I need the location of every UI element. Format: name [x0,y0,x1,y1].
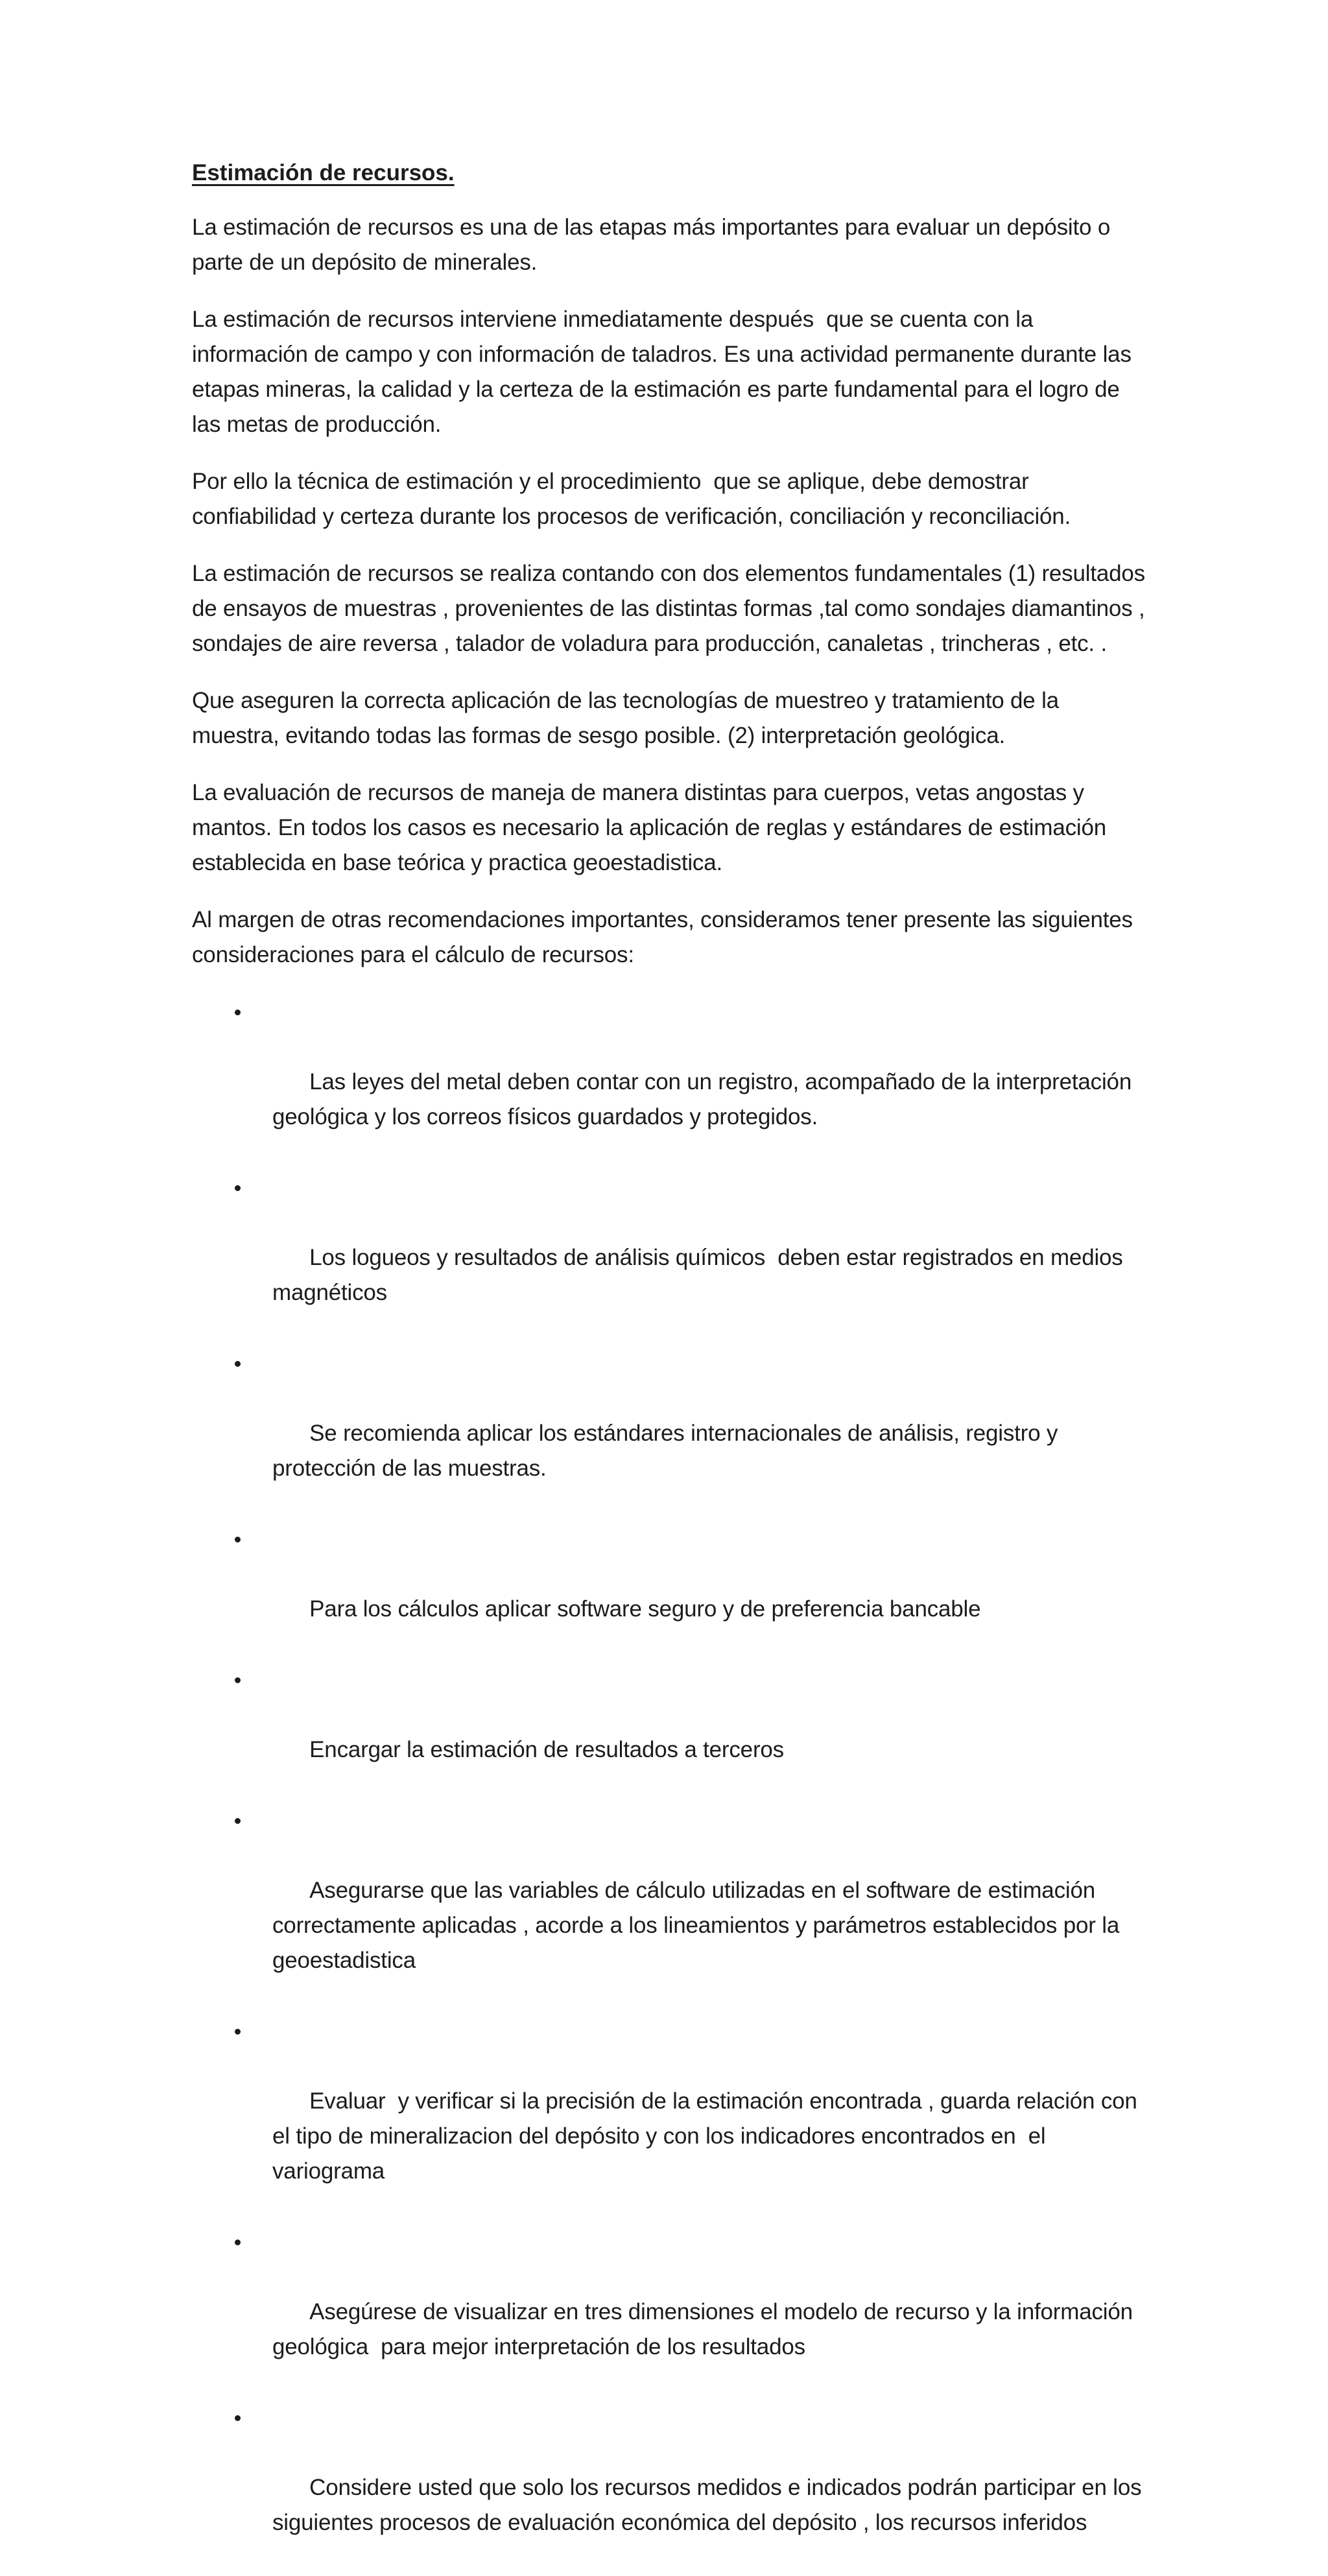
bullet-icon [235,2415,241,2421]
list-item-text: Asegurarse que las variables de cálculo utilizadas en el software de estimación correctamente aplicadas , acorde a los lineamientos y parámetros establecidos por la geoestadistica [272,1878,1126,1973]
list-item-text: Para los cálculos aplicar software seguro y de preferencia bancable [309,1596,981,1622]
document-page [192,156,1152,2576]
paragraph-1: La estimación de recursos es una de las etapas más importantes para evaluar un depósito o parte de un depósito de minerales. [192,215,1117,275]
list-item [192,1170,1152,1345]
bullet-icon [235,1185,241,1191]
list-item [192,1346,1152,1521]
list-item-text: Encargar la estimación de resultados a terceros [309,1737,784,1762]
bullet-icon [235,1818,241,1824]
document-title: Estimación de recursos. [192,160,455,185]
list-item-text: Asegúrese de visualizar en tres dimensiones el modelo de recurso y la información geológica para mejor interpretación de los resultados [272,2299,1139,2359]
paragraph-4: La estimación de recursos se realiza contando con dos elementos fundamentales (1) resultados de ensayos de muestras , provenientes de las distintas formas ,tal como sondajes diamantinos , sondajes de aire reversa , talador de voladura para producción, canaletas , trincheras , etc. . [192,561,1152,656]
list-item [192,2014,1152,2224]
paragraph-6: La evaluación de recursos de maneja de manera distintas para cuerpos, vetas angostas y mantos. En todos los casos es necesario la aplicación de reglas y estándares de estimación establecida en base teórica y practica geoestadistica. [192,780,1113,875]
list-item-text: Evaluar y verificar si la precisión de la estimación encontrada , guarda relación con el tipo de mineralizacion del depósito y con los indicadores encontrados en el variograma [272,2088,1144,2184]
bullet-icon [235,1010,241,1015]
recommendations-list [192,995,1152,2575]
bullet-icon [235,2029,241,2035]
paragraph-2: La estimación de recursos interviene inmediatamente después que se cuenta con la información de campo y con información de taladros. Es una actividad permanente durante las etapas mineras, la calidad y la certeza de la estimación es parte fundamental para el logro de las metas de producción. [192,307,1138,437]
list-item-text: Las leyes del metal deben contar con un registro, acompañado de la interpretación geológica y los correos físicos guardados y protegidos. [272,1069,1138,1129]
bullet-icon [235,2239,241,2245]
list-item [192,1803,1152,2013]
list-item-text: Los logueos y resultados de análisis químicos deben estar registrados en medios magnéticos [272,1245,1130,1305]
list-item-text: Considere usted que solo los recursos medidos e indicados podrán participar en los siguientes procesos de evaluación económica del depósito , los recursos inferidos [272,2475,1148,2535]
list-item [192,995,1152,1170]
list-item [192,1522,1152,1662]
paragraph-3: Por ello la técnica de estimación y el procedimiento que se aplique, debe demostrar confiabilidad y certeza durante los procesos de verificación, conciliación y reconciliación. [192,469,1071,529]
paragraph-7: Al margen de otras recomendaciones importantes, consideramos tener presente las siguientes consideraciones para el cálculo de recursos: [192,907,1139,967]
list-item [192,2225,1152,2400]
list-item [192,1662,1152,1802]
list-item [192,2400,1152,2575]
list-item-text: Se recomienda aplicar los estándares internacionales de análisis, registro y protección de las muestras. [272,1421,1064,1481]
bullet-icon [235,1537,241,1542]
bullet-icon [235,1677,241,1683]
paragraph-5: Que aseguren la correcta aplicación de las tecnologías de muestreo y tratamiento de la muestra, evitando todas las formas de sesgo posible. (2) interpretación geológica. [192,688,1065,748]
bullet-icon [235,1361,241,1367]
